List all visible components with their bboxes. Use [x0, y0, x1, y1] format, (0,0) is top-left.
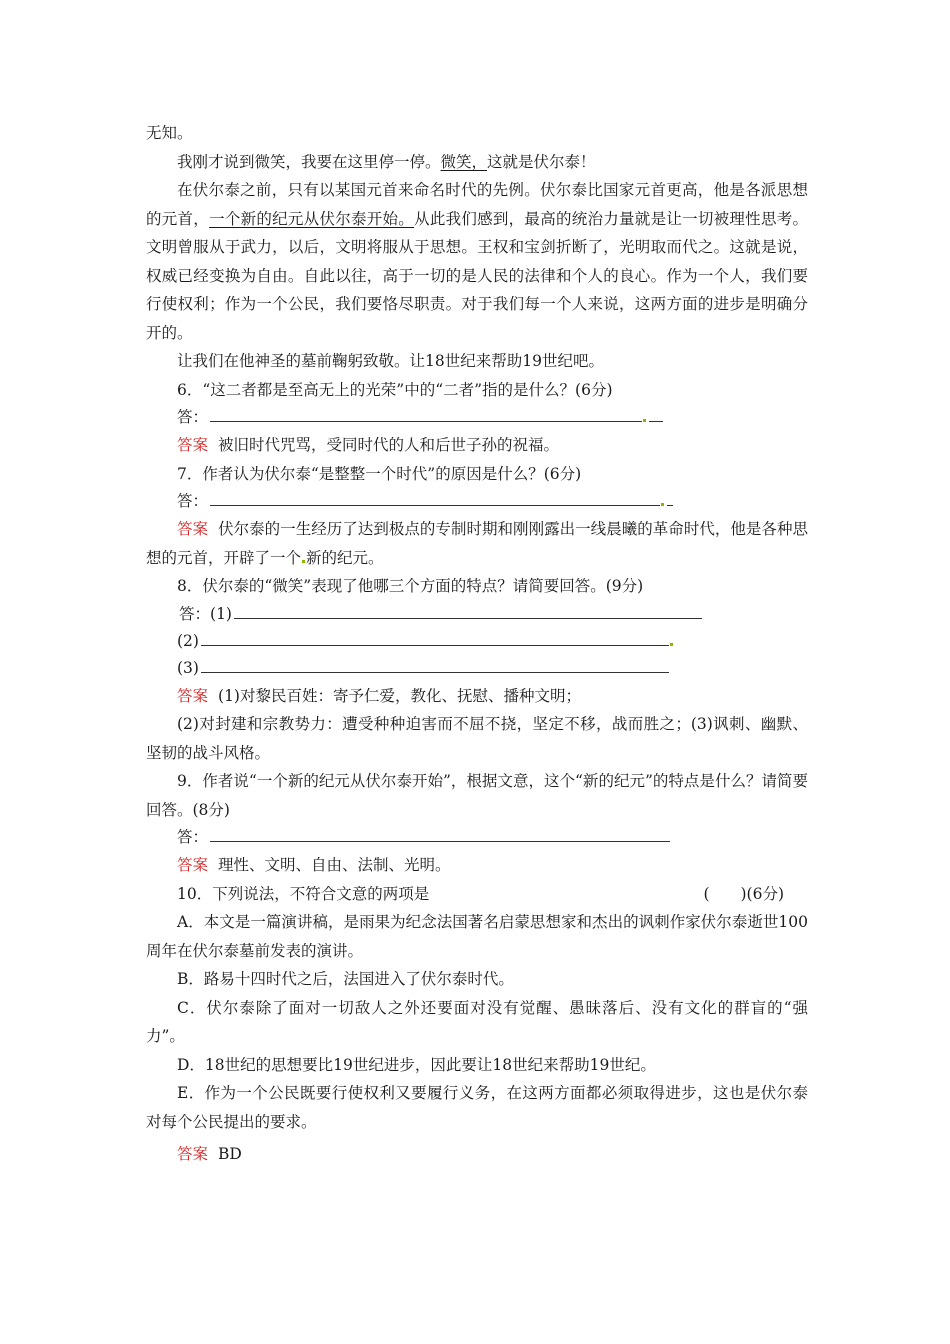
- q10-option-a: A．本文是一篇演讲稿，是雨果为纪念法国著名启蒙思想家和杰出的讽刺作家伏尔泰逝世100周年在伏尔泰墓前发表的演讲。: [146, 913, 808, 960]
- q10-answer: [146, 1140, 808, 1169]
- q10-option-e: E．作为一个公民既要行使权利又要履行义务，在这两方面都必须取得进步，这也是伏尔泰对每个公民提出的要求。: [146, 1084, 808, 1131]
- q6-answer-prefix: 答：: [177, 408, 209, 426]
- q9-answer: [146, 851, 808, 880]
- q10-option-b: B．路易十四时代之后，法国进入了伏尔泰时代。: [177, 970, 514, 988]
- para-2-underlined: 一个新的纪元从伏尔泰开始。: [209, 209, 415, 228]
- q9-answer-key-label: 答案: [177, 856, 209, 874]
- q7-answer-blank[interactable]: [210, 490, 660, 506]
- q8-answer-prefix: 答：: [179, 604, 211, 623]
- q7-answer-text-b: 新的纪元。: [306, 548, 384, 567]
- passage-para-2: [146, 176, 808, 347]
- para-2-text-b: 从此我们感到，最高的统治力量就是让一切被理性思考。文明曾服从于武力，以后，文明将服从于思想。王权和宝剑折断了，光明取而代之。这就是说，权威已经变换为自由。自此以往，高于一切的是人民的法律和个人的良心。作为一个人，我们要行使权利；作为一个公民，我们要恪尽职责。对于我们每一个人来说，这两方面的进步是明确分开的。: [146, 209, 808, 342]
- q10-question: [146, 880, 808, 909]
- passage-para-3: 让我们在他神圣的墓前鞠躬致敬。让18世纪来帮助19世纪吧。: [177, 352, 604, 370]
- passage-line-1: 无知。: [146, 124, 193, 142]
- q8-question: 8．伏尔泰的“微笑”表现了他哪三个方面的特点？请简要回答。(9分): [177, 577, 644, 595]
- q6-answer-blank[interactable]: [210, 406, 642, 422]
- q9-answer-blank[interactable]: [210, 826, 670, 842]
- q8-answer-key-label: 答案: [177, 686, 209, 705]
- q7-answer-key-label: 答案: [177, 520, 209, 538]
- q10-option-d: D．18世纪的思想要比19世纪进步，因此要让18世纪来帮助19世纪。: [177, 1055, 656, 1074]
- document-content: [146, 119, 808, 1169]
- q8-blank-3-label: (3): [177, 658, 199, 677]
- q6-answer: [146, 431, 808, 460]
- q8-answer-line-2: [146, 628, 808, 655]
- q10-question-text: 10．下列说法，不符合文意的两项是: [177, 884, 430, 903]
- q6-answer-blank-tail: [649, 406, 663, 422]
- para-1-underlined: 微笑，: [440, 152, 488, 171]
- q8-mark-dot: [670, 643, 673, 646]
- q10-answer-text: BD: [218, 1145, 242, 1163]
- q8-answer-line-3: [146, 655, 808, 682]
- q6-answer-key-label: 答案: [177, 436, 209, 454]
- q7-question: 7．作者认为伏尔泰“是整整一个时代”的原因是什么？(6分): [177, 464, 582, 483]
- q7-answer-line: [146, 488, 808, 515]
- q9-answer-line: [146, 824, 808, 851]
- q7-answer-text-a: 伏尔泰的一生经历了达到极点的专制时期和刚刚露出一线晨曦的革命时代，他是各种思想的元首，开辟了一个: [146, 520, 808, 567]
- q9-answer-text: 理性、文明、自由、法制、光明。: [218, 856, 451, 874]
- para-2-text-a: 在伏尔泰之前，只有以某国元首来命名时代的先例。伏尔泰比国家元首更高，他是各派思想的元首，: [146, 181, 808, 228]
- q8-blank-1-label: (1): [210, 604, 232, 623]
- q8-answer-1: [146, 682, 808, 711]
- q9-question: 9．作者说“一个新的纪元从伏尔泰开始”，根据文意，这个“新的纪元”的特点是什么？请简要回答。(8分): [146, 772, 808, 819]
- q10-option-c: C．伏尔泰除了面对一切敌人之外还要面对没有觉醒、愚昧落后、没有文化的群盲的“强力”。: [146, 998, 808, 1045]
- q8-answer-line-1: [146, 601, 808, 628]
- passage-para-1: [146, 148, 808, 177]
- q7-answer: [146, 515, 808, 572]
- q6-mark-dot: [643, 419, 646, 422]
- para-1-end: 这就是伏尔泰！: [487, 152, 596, 171]
- q8-answer-blank-1[interactable]: [234, 603, 702, 619]
- q8-answer-blank-2[interactable]: [201, 630, 669, 646]
- q6-answer-line: [146, 404, 808, 431]
- q7-answer-blank-tail: [667, 490, 673, 506]
- q8-blank-2-label: (2): [177, 631, 199, 650]
- q10-answer-key-label: 答案: [177, 1145, 209, 1163]
- q9-answer-prefix: 答：: [177, 828, 209, 846]
- para-1-text: 我刚才说到微笑，我要在这里停一停。: [177, 152, 441, 171]
- q8-answer-text-1: (1)对黎民百姓：寄予仁爱，教化、抚慰、播种文明；: [218, 686, 581, 705]
- q7-answer-dot: [302, 560, 305, 563]
- q8-answer-2: (2)对封建和宗教势力：遭受种种迫害而不屈不挠，坚定不移，战而胜之；(3)讽刺、幽默、坚韧的战斗风格。: [146, 715, 808, 762]
- q6-answer-text: 被旧时代咒骂，受同时代的人和后世子孙的祝福。: [218, 436, 560, 454]
- q7-mark-dot: [661, 503, 664, 506]
- q6-question: 6．“这二者都是至高无上的光荣”中的“二者”指的是什么？(6分): [177, 380, 613, 399]
- q7-answer-prefix: 答：: [177, 492, 209, 510]
- q8-answer-blank-3[interactable]: [201, 657, 669, 673]
- q10-bracket[interactable]: ( )(6分): [703, 884, 784, 903]
